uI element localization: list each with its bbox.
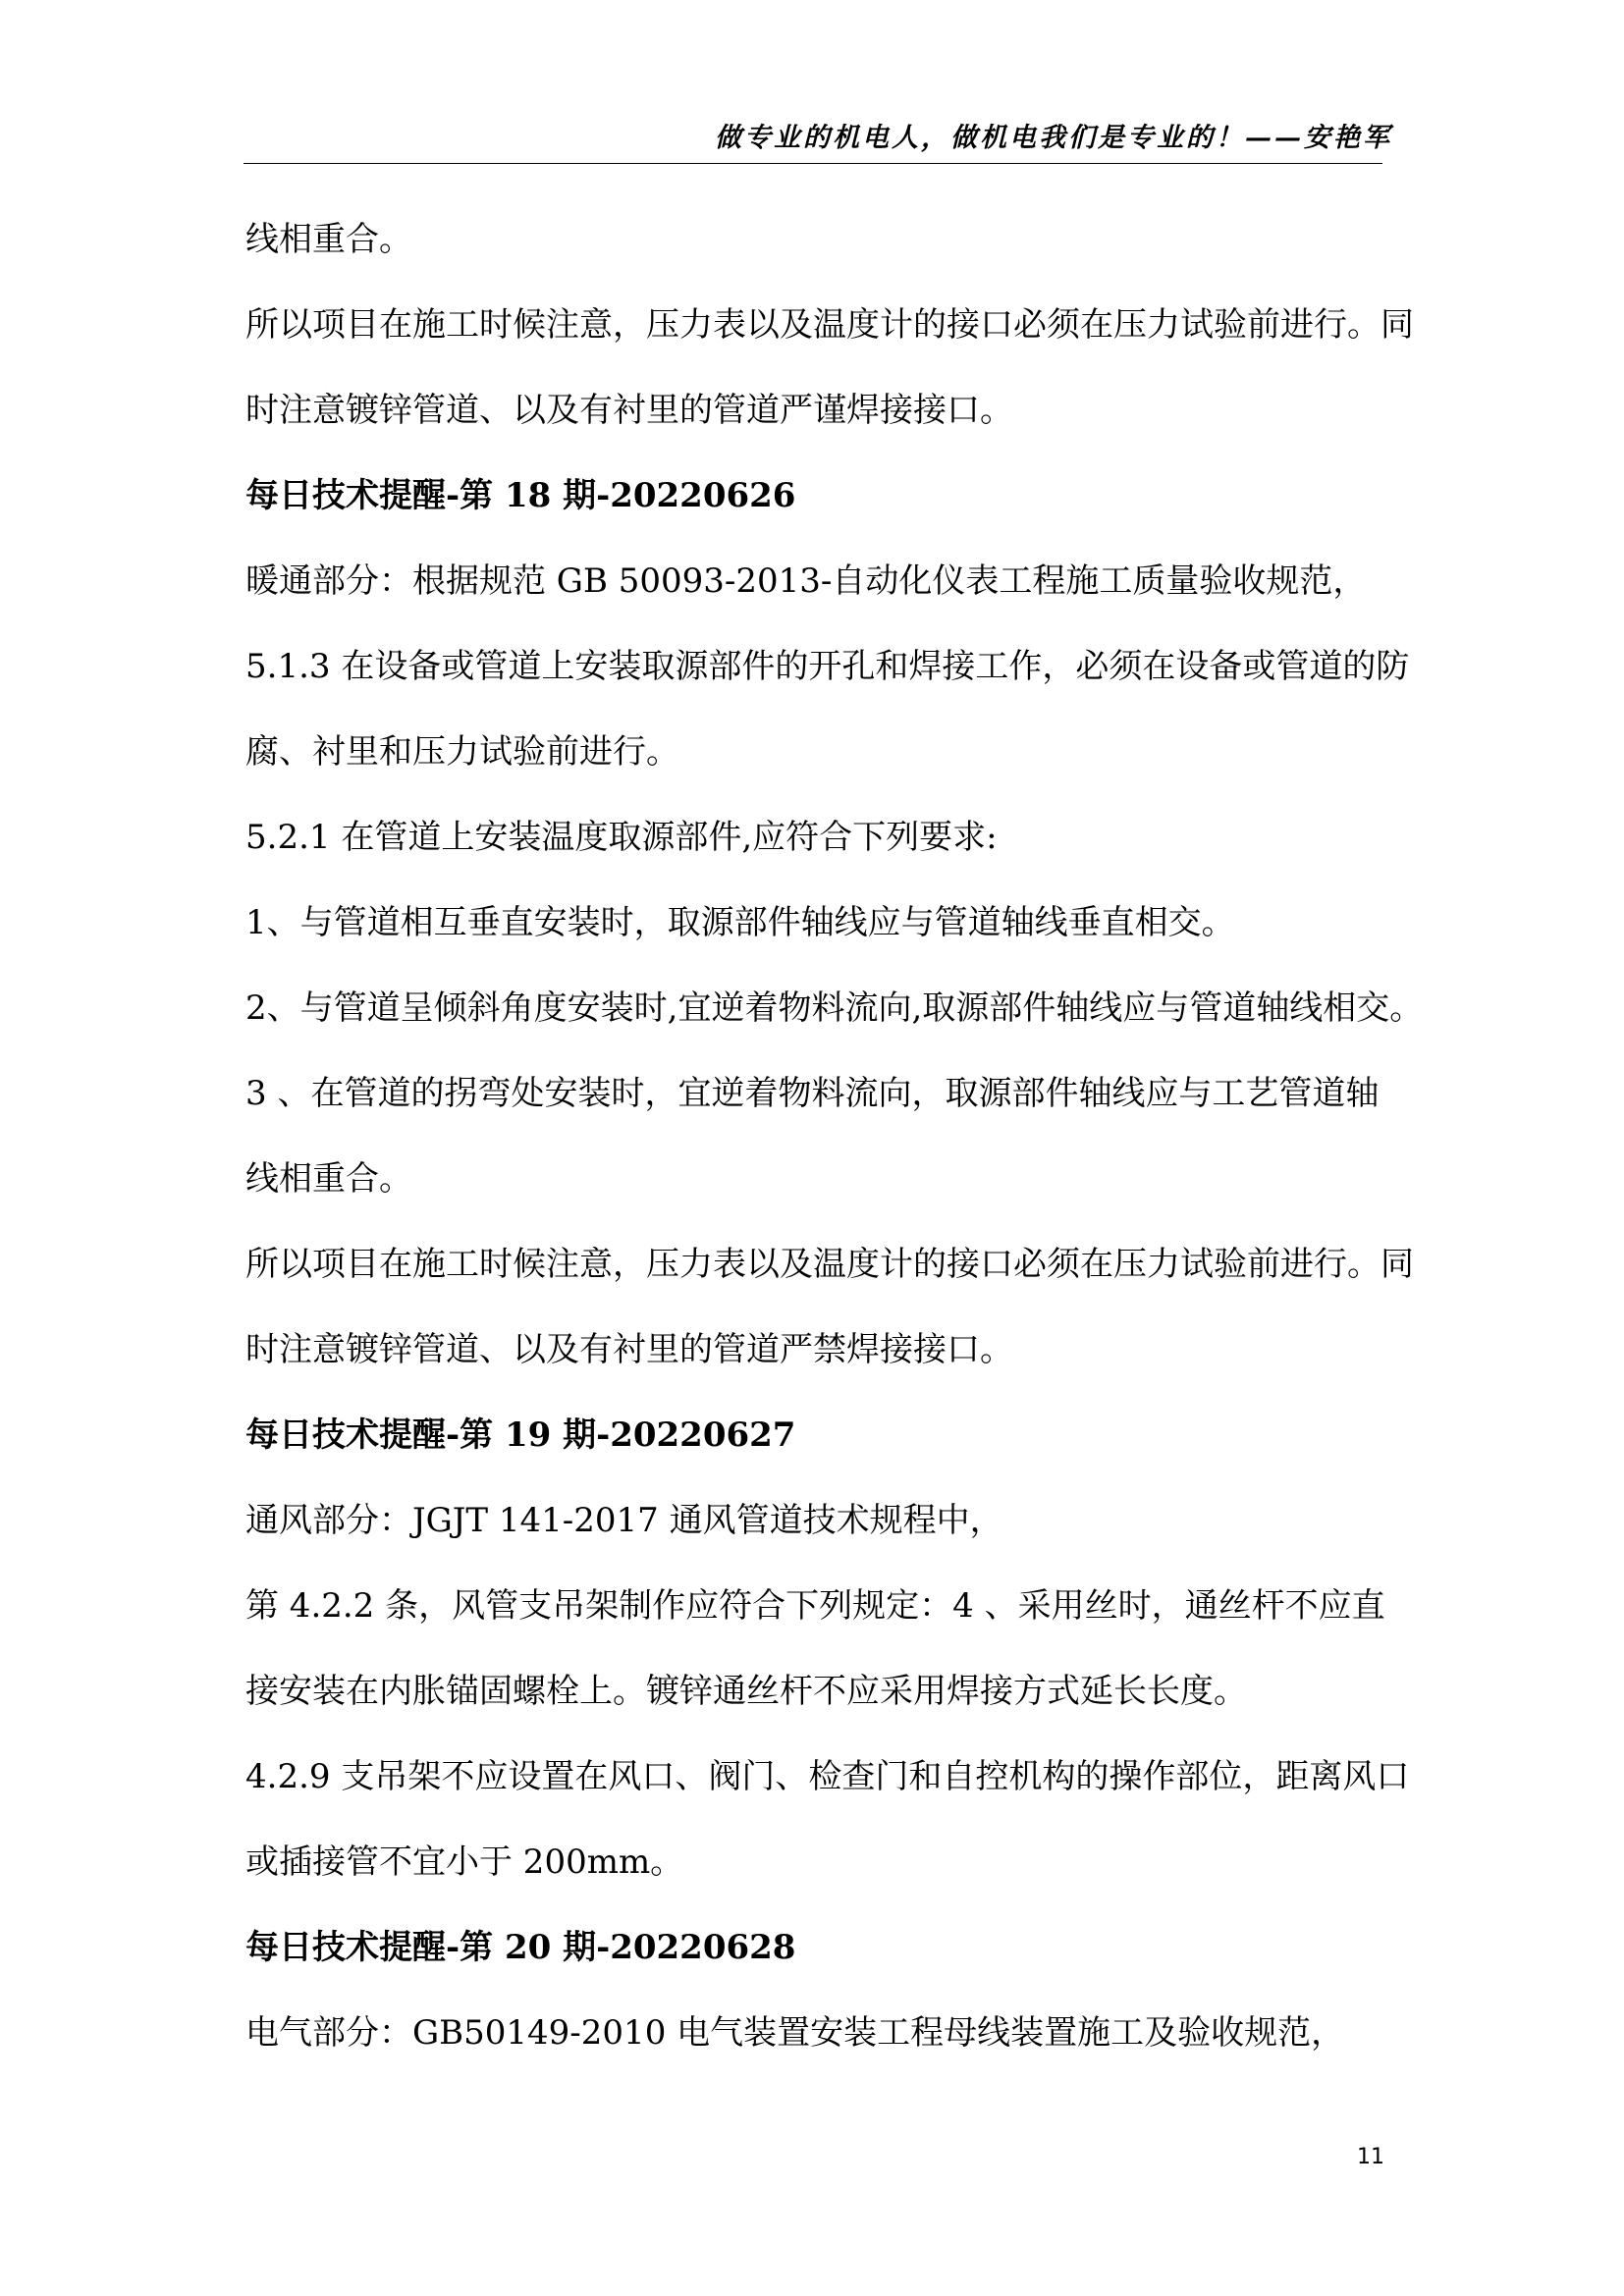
text-line: 第 4.2.2 条，风管支吊架制作应符合下列规定：4 、采用丝时，通丝杆不应直 — [245, 1586, 1385, 1626]
text-line: 线相重合。 — [245, 1159, 412, 1199]
header-rule — [244, 163, 1382, 164]
section-heading: 每日技术提醒-第 20 期-20220628 — [245, 1928, 796, 1967]
text-line: 2、与管道呈倾斜角度安装时,宜逆着物料流向,取源部件轴线应与管道轴线相交。 — [245, 988, 1424, 1028]
text-line: 暖通部分：根据规范 GB 50093-2013-自动化仪表工程施工质量验收规范， — [245, 561, 1367, 601]
text-line: 线相重合。 — [245, 220, 412, 259]
text-line: 接安装在内胀锚固螺栓上。镀锌通丝杆不应采用焊接方式延长长度。 — [245, 1672, 1247, 1711]
text-line: 5.2.1 在管道上安装温度取源部件,应符合下列要求: — [245, 818, 998, 857]
text-line: 3 、在管道的拐弯处安装时，宜逆着物料流向，取源部件轴线应与工艺管道轴 — [245, 1074, 1380, 1113]
text-line: 4.2.9 支吊架不应设置在风口、阀门、检查门和自控机构的操作部位，距离风口 — [245, 1757, 1410, 1796]
text-line: 时注意镀锌管道、以及有衬里的管道严禁焊接接口。 — [245, 1330, 1013, 1369]
text-line: 所以项目在施工时候注意，压力表以及温度计的接口必须在压力试验前进行。同 — [245, 1245, 1414, 1284]
text-line: 1、与管道相互垂直安装时，取源部件轴线应与管道轴线垂直相交。 — [245, 903, 1235, 942]
section-heading: 每日技术提醒-第 18 期-20220626 — [245, 476, 796, 515]
body-text — [245, 220, 1424, 2099]
page-number: 11 — [1357, 2145, 1384, 2169]
text-line: 5.1.3 在设备或管道上安装取源部件的开孔和焊接工作，必须在设备或管道的防 — [245, 647, 1410, 686]
text-line: 或插接管不宜小于 200mm。 — [245, 1842, 684, 1882]
text-line: 通风部分：JGJT 141-2017 通风管道技术规程中， — [245, 1501, 1003, 1540]
running-header: 做专业的机电人，做机电我们是专业的！——安艳军 — [715, 123, 1392, 153]
text-line: 电气部分：GB50149-2010 电气装置安装工程母线装置施工及验收规范， — [245, 2013, 1345, 2053]
section-heading: 每日技术提醒-第 19 期-20220627 — [245, 1415, 796, 1455]
text-line: 时注意镀锌管道、以及有衬里的管道严谨焊接接口。 — [245, 391, 1013, 430]
text-line: 所以项目在施工时候注意，压力表以及温度计的接口必须在压力试验前进行。同 — [245, 305, 1414, 345]
text-line: 腐、衬里和压力试验前进行。 — [245, 732, 679, 772]
